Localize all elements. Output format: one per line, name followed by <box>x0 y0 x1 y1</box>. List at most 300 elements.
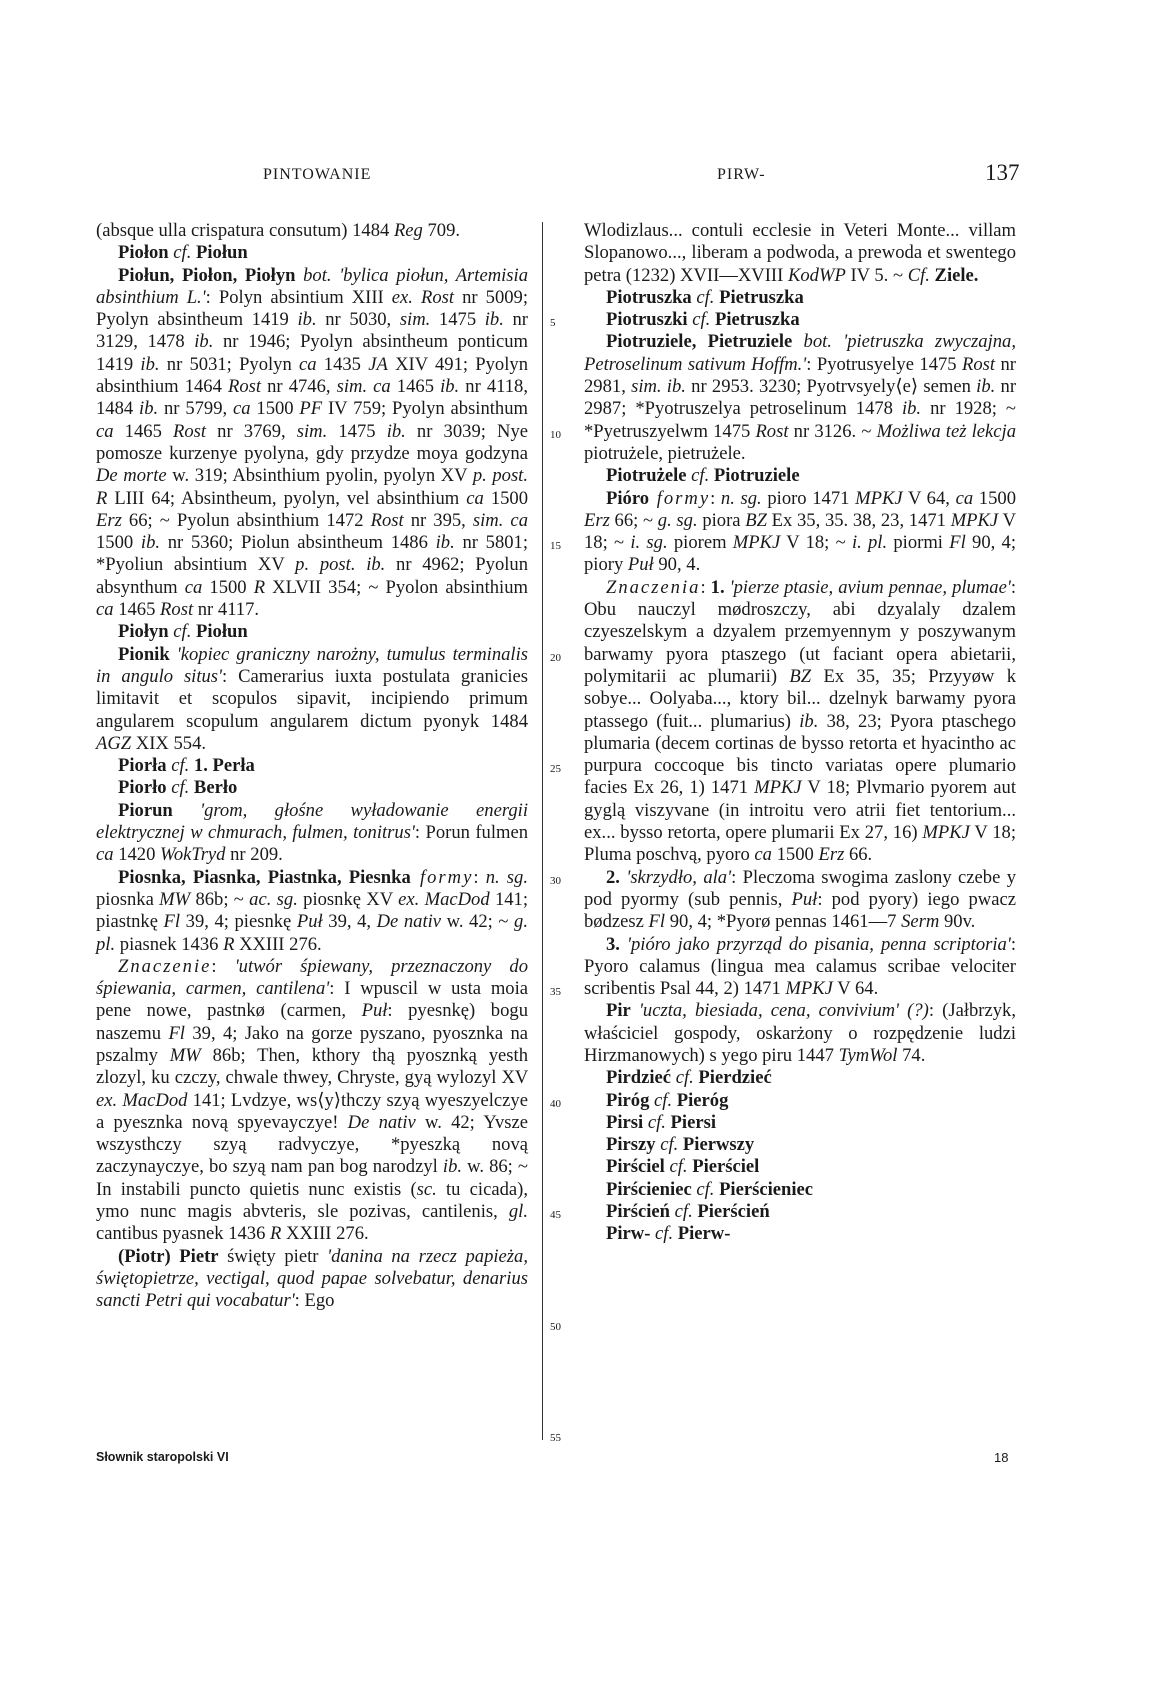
text-run: : Porun fulmen <box>414 822 528 844</box>
text-run: Piorła <box>118 755 167 777</box>
text-run: BZ <box>789 665 812 687</box>
text-run: Pirsi <box>606 1111 644 1133</box>
text-run: p. post. ib. <box>295 554 386 576</box>
text-run: (Piotr) Pietr <box>118 1245 219 1267</box>
text-run: V 18; Plvmario pyorem aut gyglą viszyvane (in introitu vero atrii fiet tentorium... ex... bysso retorta, opere plumarii Ex 27, 16) <box>584 777 1017 844</box>
text-run: Pionik <box>118 643 170 665</box>
text-run: nr 5031; Pyolyn <box>159 353 299 375</box>
text-run: Rost <box>227 376 262 398</box>
text-run: Piotruszki <box>606 309 688 331</box>
text-run: IV 5. ~ <box>845 264 908 286</box>
text-run: IV 759; Pyolyn absinthum <box>322 398 528 420</box>
text-run: ib. <box>440 376 460 398</box>
text-run: MPKJ <box>732 532 781 554</box>
text-run: ca <box>96 844 114 866</box>
text-run: 1435 <box>316 353 369 375</box>
text-run: : <box>700 576 711 598</box>
text-run: MPKJ <box>785 978 833 1000</box>
text-run: nr 2981, <box>584 353 1016 398</box>
text-run: ib. <box>194 331 214 353</box>
text-run: ib. <box>139 398 159 420</box>
text-run: Erz <box>96 509 122 531</box>
text-run: : Pyoro calamus (lingua mea calamus scribae velociter scribentis Psal 44, 2) 1471 <box>584 933 1016 1000</box>
right-column <box>584 220 1016 1246</box>
dictionary-paragraph <box>96 242 528 264</box>
text-run: Pirdzieć <box>606 1067 672 1089</box>
text-run: nr 3126. ~ <box>788 420 877 442</box>
text-run: Erz <box>584 509 610 531</box>
text-run: ca <box>299 353 317 375</box>
text-run: w. 319; Absinthium pyolin, pyolyn XV <box>166 465 473 487</box>
text-run: w. 42; ~ <box>441 911 515 933</box>
text-run: Serm <box>901 911 940 933</box>
text-run: ib. <box>435 532 455 554</box>
dictionary-paragraph <box>96 1246 528 1313</box>
text-run: Pietruszka <box>714 286 804 308</box>
text-run: AGZ <box>96 732 132 754</box>
text-run: 39, 4, <box>322 911 377 933</box>
line-number: 45 <box>550 1209 561 1222</box>
text-run: Pirszy <box>606 1134 656 1156</box>
line-number: 30 <box>550 874 561 887</box>
text-run: 1465 <box>390 376 441 398</box>
text-run: R <box>253 576 266 598</box>
text-run: Rost <box>370 509 404 531</box>
text-run: KodWP <box>787 264 846 286</box>
text-run: 74. <box>897 1044 926 1066</box>
text-run: Pierścieniec <box>714 1178 814 1200</box>
dictionary-paragraph <box>584 1201 1016 1223</box>
text-run: 90, 4. <box>653 554 701 576</box>
text-run: nr 5799, <box>158 398 233 420</box>
text-run: 141; Lvdzye, ws⟨y⟩thczy szyą wyeszyelczye a pyesznka novą spyevayczye! <box>96 1089 528 1133</box>
text-run: nr 395, <box>403 509 473 531</box>
text-run: Pierw- <box>673 1223 731 1245</box>
text-run: De nativ <box>347 1111 416 1133</box>
text-run: sim. <box>296 420 328 442</box>
line-number: 55 <box>550 1432 561 1445</box>
text-run: 709. <box>422 220 461 241</box>
text-run: TymWol <box>838 1044 898 1066</box>
text-run: Piotruziele <box>709 465 800 487</box>
text-run: 1420 <box>113 844 161 866</box>
text-run: Piołun <box>191 621 248 643</box>
text-run: ca <box>754 844 772 866</box>
text-run: Możliwa też lekcja <box>876 420 1016 442</box>
text-run: i. pl. <box>851 532 888 554</box>
text-run: nr 3039; Nye pomosze kurzenye pyolyna, gdy przydze moya godzyna <box>96 420 529 464</box>
text-run: nr 4746, <box>261 376 337 398</box>
text-run: ca <box>466 487 484 509</box>
text-run: R <box>223 933 235 955</box>
dictionary-paragraph <box>584 488 1016 577</box>
text-run: 86b; Then, kthory thą pyosznką yesth zlozyl, ku czczy, chwale thwey, Chryste, gyą wylozyl XV <box>96 1044 528 1089</box>
text-run: PF <box>299 398 323 420</box>
text-run: 1. Perła <box>189 755 255 777</box>
line-number: 20 <box>550 651 561 664</box>
text-run: 1500 <box>973 487 1016 509</box>
text-run: De morte <box>96 465 167 487</box>
text-run: BZ <box>745 509 767 531</box>
text-run: Piersi <box>665 1111 716 1133</box>
text-run: 'bylica piołun, Artemisia absinthium L.' <box>96 264 529 308</box>
text-run: 'skrzydło, ala' <box>626 866 732 888</box>
text-run: 141; piastnkę <box>96 888 528 933</box>
text-run: Pirw- <box>606 1223 651 1245</box>
text-run: 39, 4; Jako na gorze pyszano, pyosznka na pszalmy <box>96 1022 528 1066</box>
text-run: piosnka <box>96 888 160 910</box>
text-run: ac. sg. <box>249 888 298 910</box>
text-run: Pióro <box>606 487 650 509</box>
text-run: cf. <box>643 1111 666 1133</box>
text-run: Ex 35, 35; Przyyøw k sobye... Oolyaba..., ktory bil... dzelnyk barwamy pyora ptassego (fuit... plumarius) <box>584 665 1016 732</box>
dictionary-paragraph <box>96 956 528 1246</box>
text-run: 'kopiec graniczny narożny, tumulus terminalis in angulo situs' <box>96 643 528 687</box>
text-run: i. sg. <box>630 532 668 554</box>
dictionary-paragraph <box>96 777 528 799</box>
text-run: piora <box>697 509 746 531</box>
text-run: w. 42; Yvsze wszysthczy szyą radvyczye, *pyeszką novą zaczynayczye, bo szyą nam pan bog narodzyl <box>96 1111 528 1178</box>
dictionary-paragraph <box>96 755 528 777</box>
dictionary-paragraph <box>96 644 528 755</box>
text-run: Pierściel <box>687 1156 760 1178</box>
text-run: 3. <box>606 933 620 955</box>
text-run: cf. <box>649 1089 673 1111</box>
text-run: nr 5360; Piolun absintheum 1486 <box>160 532 436 554</box>
text-run: Ziele. <box>929 264 979 286</box>
text-run: Pir <box>606 1000 631 1022</box>
text-run: cf. <box>671 1067 694 1089</box>
text-run: Piosnka, Piasnka, Piastnka, Piesnka <box>118 866 411 888</box>
text-run: sim. ca <box>472 509 528 531</box>
text-run: Piołun <box>191 242 248 264</box>
text-run: XIX 554. <box>131 732 207 754</box>
text-run: Reg <box>393 220 423 241</box>
dictionary-paragraph <box>584 1090 1016 1112</box>
text-run: : <box>473 866 486 888</box>
text-run: Puł <box>627 554 654 576</box>
text-run: : Polyn absintium XIII <box>205 286 392 308</box>
text-run: Wlodizlaus... contuli ecclesie in Veteri Monte... villam Slopanowo..., liberam a podwoda, a prewoda et swentego petra (1232) XVII—XVIII <box>584 220 1016 286</box>
text-run: Cf. <box>907 264 930 286</box>
text-run: MW <box>159 888 191 910</box>
text-run: nr 4118, 1484 <box>96 376 528 420</box>
text-run: ib. <box>442 1156 463 1178</box>
text-run: 'uczta, biesiada, cena, convivium' (?) <box>638 1000 929 1022</box>
text-run: : Ego <box>294 1290 335 1312</box>
text-run: formy <box>410 866 474 888</box>
text-run: 2. <box>606 866 620 888</box>
text-run: : pod pyory) iego pwacz bødzesz <box>584 888 1016 933</box>
dictionary-paragraph <box>584 1179 1016 1201</box>
text-run: Fl <box>648 911 666 933</box>
text-run: R <box>270 1223 282 1245</box>
text-run: w. 86; ~ In instabili puncto quietis nunc existis ( <box>96 1156 528 1200</box>
text-run: XLVII 354; ~ Pyolon absinthium <box>265 576 528 598</box>
text-run <box>631 1000 639 1021</box>
dictionary-paragraph <box>584 1000 1016 1067</box>
footer-signature: 18 <box>994 1450 1009 1465</box>
text-run: MPKJ <box>754 777 802 799</box>
text-run: cf. <box>691 1178 715 1200</box>
dictionary-paragraph <box>584 1223 1016 1245</box>
text-run: WokTryd <box>160 844 226 866</box>
text-run: piorem <box>667 532 733 554</box>
text-run: Pietruszka <box>710 309 800 331</box>
left-column <box>96 220 528 1313</box>
text-run: 1500 <box>96 532 141 554</box>
text-run: piotrużele, pietrużele. <box>584 442 746 464</box>
text-run: 'pierze ptasie, avium pennae, plumae' <box>729 576 1011 598</box>
text-run: Piołun, Piołon, Piołyn <box>118 264 296 286</box>
text-run: Erz <box>818 844 845 866</box>
text-run: cf. <box>166 755 190 777</box>
text-run: : Camerarius iuxta postulata granicies limitavit et scopulos sipavit, incipiendo primum angularem scopulum angularem dictum pyonyk 1484 <box>96 665 528 732</box>
text-run: ib. <box>386 420 406 442</box>
dictionary-paragraph <box>584 867 1016 934</box>
text-run: JA <box>368 353 388 375</box>
text-run: 86b; ~ <box>190 888 250 910</box>
text-run: 39, 4; piesnkę <box>180 911 297 933</box>
dictionary-paragraph <box>96 800 528 867</box>
dictionary-paragraph <box>584 577 1016 867</box>
text-run: V 18; Pluma poschvą, pyoro <box>584 822 1016 866</box>
text-run: Rost <box>755 420 789 442</box>
text-run: XXIII 276. <box>281 1223 369 1245</box>
text-run: cf. <box>686 465 710 487</box>
text-run: Puł <box>791 888 818 910</box>
text-run: : pyesnkę) bogu naszemu <box>96 1000 528 1044</box>
running-head-left: PINTOWANIE <box>263 166 372 183</box>
dictionary-paragraph <box>584 1156 1016 1178</box>
text-run: ib. <box>484 309 504 331</box>
text-run: ca <box>96 599 114 621</box>
text-run: n. sg. <box>720 487 762 509</box>
line-number: 35 <box>550 986 561 999</box>
text-run: cf. <box>691 286 715 308</box>
text-run: Znaczenie <box>118 955 212 977</box>
text-run: święty pietr <box>218 1245 328 1267</box>
text-run: 1500 <box>771 844 819 866</box>
text-run: 1465 <box>113 599 161 621</box>
text-run: V 18; ~ <box>584 509 1016 554</box>
text-run: V 64. <box>832 978 879 1000</box>
line-number: 10 <box>550 428 561 441</box>
text-run: Piołyn <box>118 621 169 643</box>
text-run: Pirścień <box>606 1201 671 1223</box>
line-number: 5 <box>550 317 556 330</box>
text-run: : Pyotrusyelye 1475 <box>806 353 963 375</box>
dictionary-paragraph <box>96 621 528 643</box>
text-run: Ex 35, 35. 38, 23, 1471 <box>766 509 951 531</box>
dictionary-paragraph <box>584 465 1016 487</box>
text-run: Pierdzieć <box>693 1067 772 1089</box>
text-run: Pieróg <box>672 1089 729 1111</box>
text-run: Rost <box>962 353 996 375</box>
text-run: pioro 1471 <box>761 487 856 509</box>
text-run: piasnek 1436 <box>115 933 224 955</box>
text-run: ib. <box>140 532 161 554</box>
text-run: cf. <box>687 309 711 331</box>
text-run: cf. <box>655 1134 679 1156</box>
text-run: 'utwór śpiewany, przeznaczony do śpiewania, carmen, cantilena' <box>96 955 528 1000</box>
text-run: ib. <box>799 710 819 732</box>
text-run: sim. ib. <box>631 376 686 398</box>
text-run: nr 3129, 1478 <box>96 309 528 353</box>
text-run: cf. <box>670 1201 693 1223</box>
text-run: n. sg. <box>485 866 528 888</box>
text-run: nr 209. <box>225 844 283 866</box>
text-run: nr 5030, <box>316 309 400 331</box>
footer-title: Słownik staropolski VI <box>96 1450 229 1464</box>
text-run: cf. <box>166 777 190 799</box>
text-run: g. sg. <box>657 509 698 531</box>
text-run: p. post. R <box>96 465 528 509</box>
line-number: 40 <box>550 1097 561 1110</box>
text-run: XXIII 276. <box>234 933 322 955</box>
text-run: Piotrużele <box>606 465 687 487</box>
text-run: 'danina na rzecz papieża, świętopietrze, vectigal, quod papae solvebatur, denarius sancti Petri qui vocabatur' <box>96 1245 528 1312</box>
text-run: cantibus pyasnek 1436 <box>96 1223 271 1245</box>
text-run: (absque ulla crispatura consutum) 1484 <box>96 220 394 241</box>
text-run: Piotruziele, Pietruziele <box>606 331 793 353</box>
line-number: 50 <box>550 1320 561 1333</box>
text-run: Znaczenia <box>606 576 701 598</box>
text-run: Piołon <box>118 242 169 264</box>
text-run: V 18; ~ <box>780 532 852 554</box>
line-number: 15 <box>550 540 561 553</box>
text-run: cf. <box>168 621 192 643</box>
text-run: sim. <box>399 309 431 331</box>
text-run: Piorło <box>118 777 167 799</box>
text-run: bot. <box>792 331 844 353</box>
text-run: Berło <box>189 777 238 799</box>
line-number: 25 <box>550 763 561 776</box>
text-run: Puł <box>361 1000 388 1022</box>
text-run: Fl <box>168 1022 185 1044</box>
dictionary-paragraph <box>584 287 1016 309</box>
text-run: sc. <box>416 1178 437 1200</box>
text-run: 'pióro jako przyrząd do pisania, penna scriptoria' <box>627 933 1011 955</box>
text-run: cf. <box>650 1223 674 1245</box>
text-run: nr 2953. 3230; Pyotrvsyely⟨e⟩ semen <box>685 376 977 398</box>
text-run: : (Jałbrzyk, właściciel gospody, oskarżony o rozpędzenie ludzi Hirzmanowych) s yego piru 1447 <box>584 1000 1016 1066</box>
text-run: 'pietruszka zwyczajna, Petroselinum sativum Hoffm.' <box>584 331 1016 375</box>
text-run: 1. <box>710 576 725 598</box>
text-run: 1500 <box>250 398 300 420</box>
text-run: MW <box>169 1044 201 1066</box>
text-run: 66; ~ <box>609 509 658 531</box>
text-run: Piróg <box>606 1089 650 1111</box>
text-run: MPKJ <box>922 822 970 844</box>
text-run: nr 5009; Pyolyn absintheum 1419 <box>96 286 529 331</box>
text-run: MPKJ <box>950 509 999 531</box>
text-run: nr 1946; Pyolyn absintheum ponticum 1419 <box>96 331 528 375</box>
dictionary-paragraph <box>96 265 528 622</box>
text-run: MPKJ <box>855 487 903 509</box>
text-run: nr 4117. <box>193 599 260 621</box>
dictionary-paragraph <box>584 331 1016 465</box>
text-run: nr 2987; *Pyotruszelya petroselinum 1478 <box>584 376 1017 420</box>
text-run: V 64, <box>902 487 956 509</box>
text-run: Rost <box>173 420 207 442</box>
text-run: bot. <box>295 264 340 286</box>
text-run: 66. <box>844 844 873 866</box>
text-run: 66; ~ Pyolun absinthium 1472 <box>121 509 371 531</box>
text-run: : <box>211 955 235 977</box>
dictionary-paragraph <box>96 867 528 956</box>
text-run: piosnkę XV <box>297 888 399 910</box>
text-run: ca <box>233 398 251 420</box>
page-number: 137 <box>985 160 1020 185</box>
column-divider <box>542 222 543 1440</box>
text-run: tu cicada), ymo nunc magis abvteris, sle pozivas, cantilenis, <box>96 1178 528 1223</box>
running-head-center: PIRW- <box>717 166 766 183</box>
text-run: 1465 <box>113 420 173 442</box>
text-run: nr 1928; ~ *Pyetruszyelwm 1475 <box>584 398 1016 442</box>
text-run: nr 5801; *Pyoliun absintium XV <box>96 532 528 576</box>
text-run: ex. Rost <box>391 286 455 308</box>
dictionary-paragraph <box>584 1112 1016 1134</box>
dictionary-paragraph <box>584 1067 1016 1089</box>
text-run: ca <box>955 487 974 509</box>
text-run: ib. <box>976 376 996 398</box>
text-run: ex. MacDod <box>96 1089 188 1111</box>
text-run: De nativ <box>376 911 442 933</box>
text-run: 1500 <box>202 576 254 598</box>
text-run: cf. <box>168 242 192 264</box>
dictionary-paragraph <box>584 309 1016 331</box>
text-run: 90v. <box>939 911 976 933</box>
text-run <box>620 934 627 955</box>
text-run: 1475 <box>327 420 387 442</box>
text-run: piormi <box>887 532 950 554</box>
text-run: nr 4962; Pyolun absynthum <box>96 554 528 598</box>
text-run: Fl <box>163 911 181 933</box>
text-run: XIV 491; Pyolyn absinthium 1464 <box>96 353 528 398</box>
text-run: 1475 <box>430 309 485 331</box>
text-run: Piotruszka <box>606 286 692 308</box>
text-run: Piorun <box>118 799 173 821</box>
text-run: : Obu nauczyl mødroszczy, abi dzyalaly dzalem czyeszelskym a dzyalem przemyennym y poszywanym barwamy pyora ptaszego (ut faciant opera abietarii, polymitarii ac plumarii) <box>584 576 1016 687</box>
text-run: Rost <box>160 599 194 621</box>
text-run: 90, 4; *Pyorø pennas 1461—7 <box>665 911 902 933</box>
dictionary-paragraph <box>584 220 1016 287</box>
text-run: sim. ca <box>336 376 391 398</box>
text-run: 38, 23; Pyora ptaschego plumaria (decem cortinas de bysso retorta et hyacintho ac purpura coccoque bis tincto variatas opere plumario facies Ex 26, 1) 1471 <box>584 710 1016 799</box>
text-run: g. pl. <box>96 911 528 955</box>
text-run: gl. <box>508 1201 528 1223</box>
text-run: formy <box>649 487 711 509</box>
text-run: 'grom, głośne wyładowanie energii elektrycznej w chmurach, fulmen, tonitrus' <box>96 799 528 844</box>
text-run: Fl <box>949 532 966 554</box>
text-run: Pierścień <box>692 1201 770 1223</box>
text-run: Pirściel <box>606 1156 665 1178</box>
text-run: Puł <box>296 911 323 933</box>
dictionary-paragraph <box>584 1134 1016 1156</box>
text-run: Pirścieniec <box>606 1178 692 1200</box>
text-run: ib. <box>901 398 922 420</box>
text-run: ca <box>184 576 203 598</box>
text-run: 1500 <box>483 487 529 509</box>
dictionary-paragraph <box>584 934 1016 1001</box>
text-run: ib. <box>297 309 317 331</box>
text-run: : <box>710 487 721 509</box>
dictionary-paragraph <box>96 220 528 242</box>
text-run: LIII 64; Absintheum, pyolyn, vel absinthium <box>107 487 467 509</box>
text-run: : I wpuscil w usta moia pene nowe, pastnkø (carmen, <box>96 978 529 1022</box>
text-run: ib. <box>140 353 160 375</box>
